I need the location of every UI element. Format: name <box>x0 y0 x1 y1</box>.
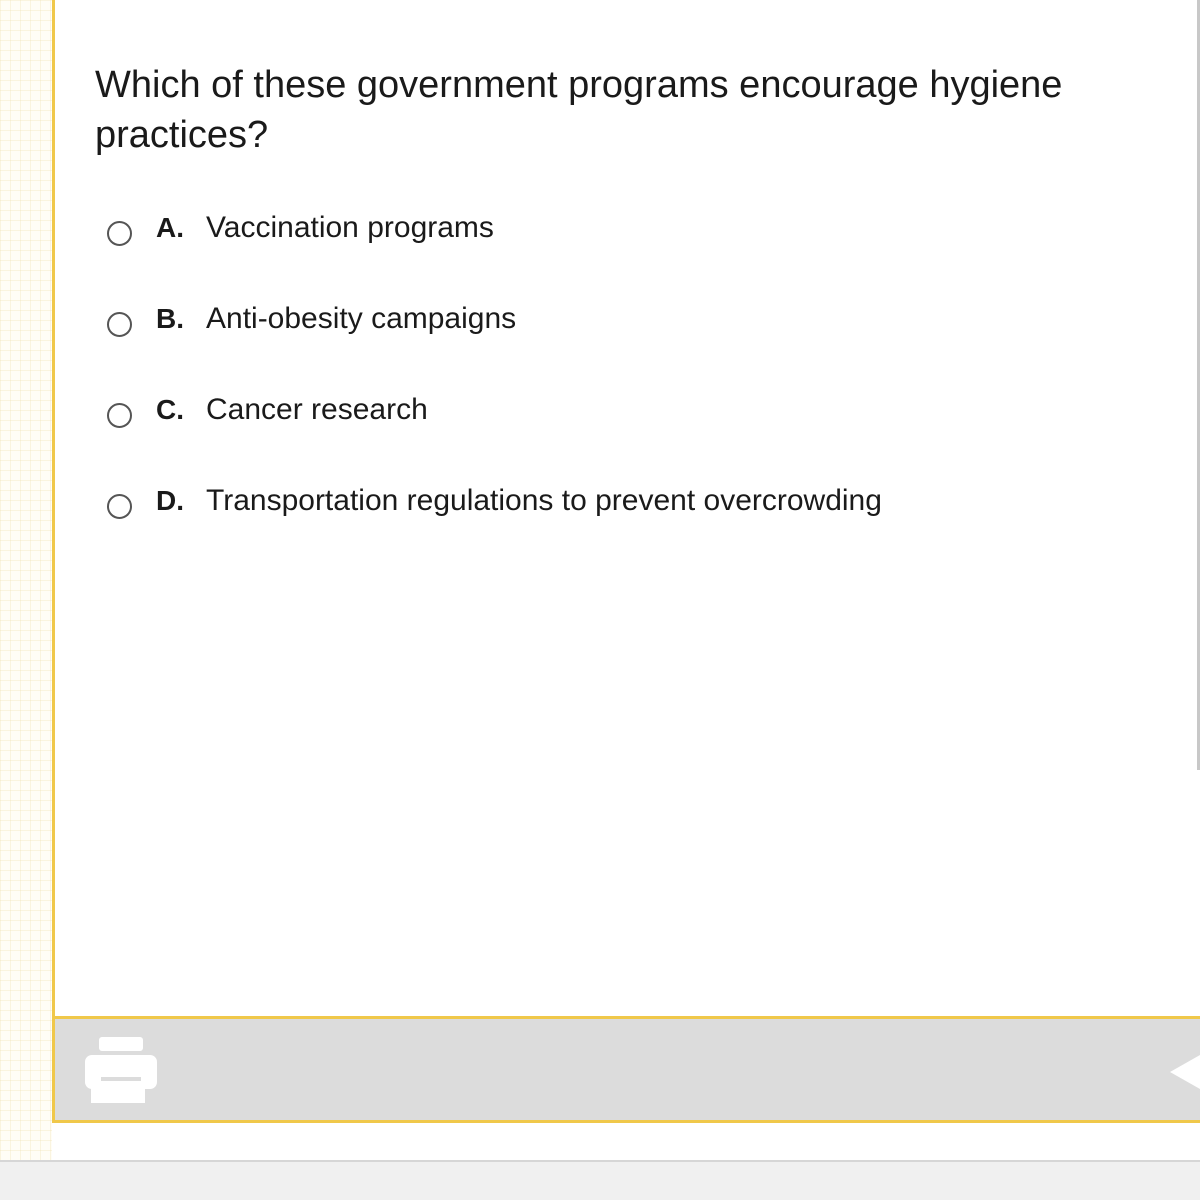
bottom-toolbar <box>52 1016 1200 1123</box>
option-b-label: Anti-obesity campaigns <box>206 302 517 335</box>
option-d-letter: D. <box>156 485 184 516</box>
footer-bar <box>0 1160 1200 1200</box>
option-a[interactable] <box>107 205 1107 296</box>
option-a-radio[interactable] <box>107 221 132 246</box>
left-arrow-icon <box>1170 1055 1200 1089</box>
question-text: Which of these government programs encourage hygiene practices? <box>95 64 1063 156</box>
option-d[interactable] <box>107 478 1107 569</box>
option-c[interactable] <box>107 387 1107 478</box>
option-c-label: Cancer research <box>206 393 428 426</box>
previous-button[interactable] <box>1170 1055 1200 1089</box>
printer-icon <box>83 1035 159 1105</box>
print-button[interactable] <box>83 1035 159 1105</box>
question-panel <box>52 0 1200 1122</box>
option-b[interactable] <box>107 296 1107 387</box>
option-d-radio[interactable] <box>107 494 132 519</box>
option-a-label: Vaccination programs <box>206 211 494 244</box>
option-c-letter: C. <box>156 394 184 425</box>
option-d-label: Transportation regulations to prevent overcrowding <box>206 484 882 517</box>
option-c-radio[interactable] <box>107 403 132 428</box>
option-b-radio[interactable] <box>107 312 132 337</box>
answer-options <box>107 205 1107 569</box>
grid-margin <box>0 0 52 1160</box>
option-a-letter: A. <box>156 212 184 243</box>
option-b-letter: B. <box>156 303 184 334</box>
